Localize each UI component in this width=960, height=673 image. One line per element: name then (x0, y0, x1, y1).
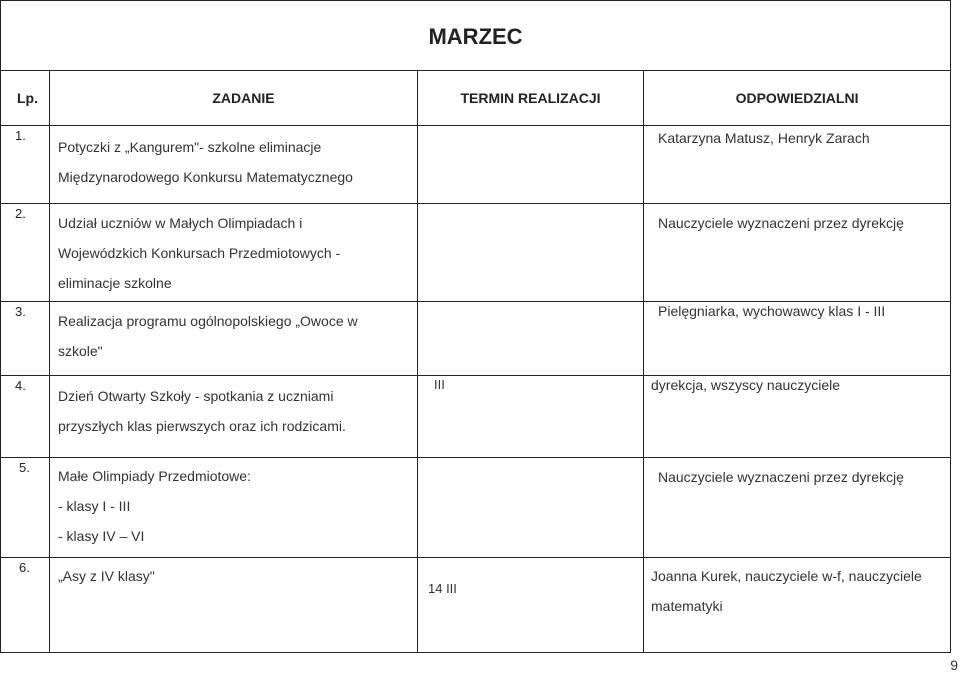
table-row (1, 126, 951, 204)
page-number: 9 (950, 657, 958, 673)
task-line: Udział uczniów w Małych Olimpiadach i (58, 215, 303, 231)
responsible-line: Joanna Kurek, nauczyciele w-f, nauczyciele (651, 568, 922, 584)
term-cell (418, 458, 644, 558)
task-cell (50, 376, 418, 458)
header-lp: Lp. (1, 71, 50, 126)
responsible-line: matematyki (651, 598, 723, 614)
responsible-text: Nauczyciele wyznaczeni przez dyrekcję (658, 469, 904, 485)
responsible-cell (644, 376, 951, 458)
task-line: - klasy I - III (58, 498, 131, 514)
task-line: eliminacje szkolne (58, 275, 172, 291)
row-number-cell (1, 204, 50, 302)
task-text (50, 204, 417, 298)
header-task: ZADANIE (50, 71, 418, 126)
task-line: Realizacja programu ogólnopolskiego „Owoce w (58, 313, 358, 329)
responsible-cell (644, 458, 951, 558)
task-line: Potyczki z „Kangurem"- szkolne eliminacje (58, 139, 322, 155)
row-number: 2. (15, 206, 26, 221)
task-cell (50, 302, 418, 376)
term-cell (418, 302, 644, 376)
row-number: 5. (19, 460, 30, 475)
row-number-cell (1, 376, 50, 458)
responsible-text: Katarzyna Matusz, Henryk Zarach (658, 130, 870, 146)
table-row (1, 376, 951, 458)
responsible-cell (644, 204, 951, 302)
task-line: szkole" (58, 343, 103, 359)
task-text (50, 558, 417, 591)
task-line: Wojewódzkich Konkursach Przedmiotowych - (58, 245, 341, 261)
task-line: przyszłych klas pierwszych oraz ich rodzicami. (58, 418, 346, 434)
header-responsible: ODPOWIEDZIALNI (644, 71, 951, 126)
header-term: TERMIN REALIZACJI (418, 71, 644, 126)
task-cell (50, 204, 418, 302)
term-cell (418, 126, 644, 204)
responsible-text (651, 561, 922, 621)
task-line: Dzień Otwarty Szkoły - spotkania z uczniami (58, 388, 334, 404)
row-number: 4. (15, 378, 26, 393)
responsible-text: Nauczyciele wyznaczeni przez dyrekcję (658, 215, 904, 231)
row-number: 6. (19, 560, 30, 575)
task-text (50, 376, 417, 441)
row-number-cell (1, 302, 50, 376)
row-number-cell (1, 558, 50, 653)
task-line: - klasy IV – VI (58, 528, 145, 544)
task-line: „Asy z IV klasy" (58, 568, 155, 584)
header-row (1, 71, 951, 126)
responsible-cell (644, 302, 951, 376)
term-cell (418, 204, 644, 302)
responsible-cell (644, 558, 951, 653)
table-row (1, 558, 951, 653)
title-cell (1, 1, 951, 71)
task-line: Małe Olimpiady Przedmiotowe: (58, 468, 251, 484)
page-title: MARZEC (428, 23, 523, 49)
row-number: 3. (15, 304, 26, 319)
row-number: 1. (15, 128, 26, 143)
task-cell (50, 458, 418, 558)
task-cell (50, 558, 418, 653)
task-text (50, 302, 417, 366)
table-row (1, 458, 951, 558)
task-cell (50, 126, 418, 204)
term-text: 14 III (428, 581, 457, 596)
row-number-cell (1, 126, 50, 204)
task-line: Międzynarodowego Konkursu Matematycznego (58, 169, 353, 185)
term-text: III (434, 377, 445, 392)
responsible-cell (644, 126, 951, 204)
term-cell (418, 376, 644, 458)
responsible-text: dyrekcja, wszyscy nauczyciele (651, 377, 841, 393)
table-row (1, 204, 951, 302)
row-number-cell (1, 458, 50, 558)
task-text (50, 126, 417, 192)
task-text (50, 458, 417, 551)
term-cell (418, 558, 644, 653)
table-row (1, 302, 951, 376)
responsible-text: Pielęgniarka, wychowawcy klas I - III (658, 303, 886, 319)
